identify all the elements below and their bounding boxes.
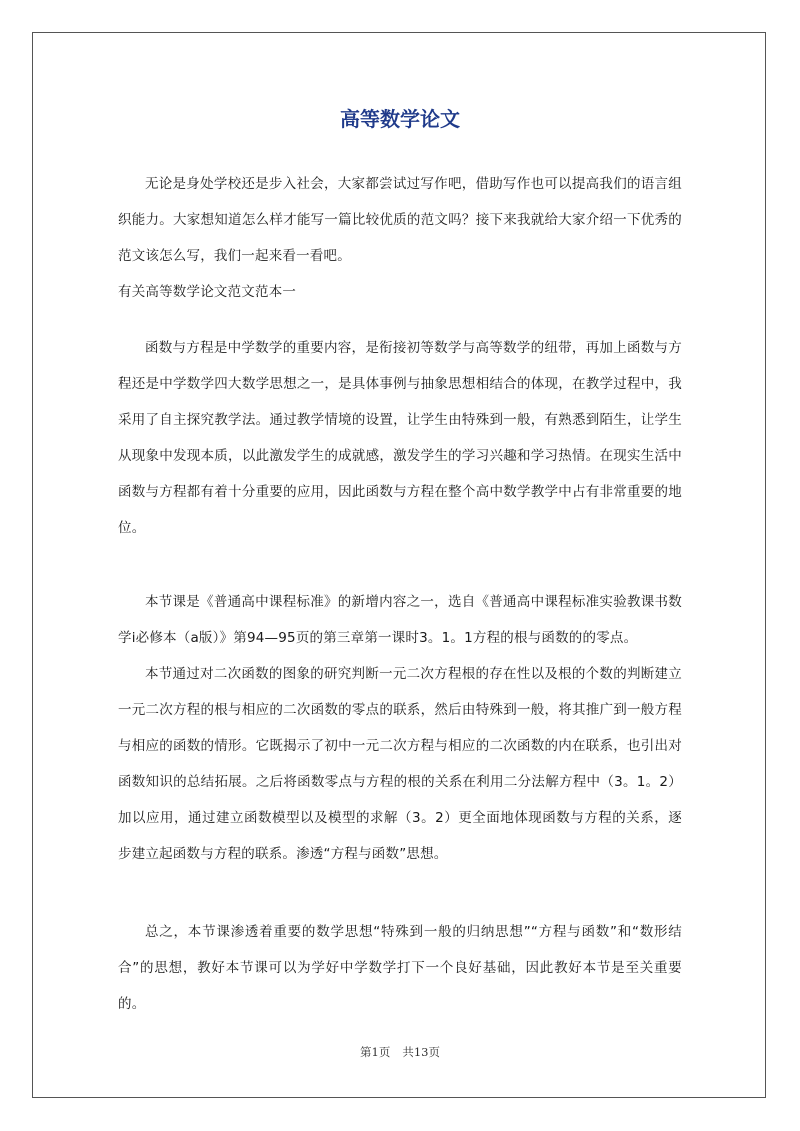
page-footer: [0, 1044, 800, 1060]
page-title: 高等数学论文: [340, 107, 460, 131]
page-number: 第1页: [360, 1045, 391, 1059]
intro-paragraph: 无论是身处学校还是步入社会，大家都尝试过写作吧，借助写作也可以提高我们的语言组织能力。大家想知道怎么样才能写一篇比较优质的范文吗？接下来我就给大家介绍一下优秀的范文该怎么写，我们一起来看一看吧。: [118, 176, 682, 264]
page-total: 共13页: [402, 1045, 440, 1059]
body-paragraph-2: 本节课是《普通高中课程标准》的新增内容之一，选自《普通高中课程标准实验教课书数学i必修本（a版）》第94—95页的第三章第一课时3。1。1方程的根与函数的的零点。: [118, 594, 682, 646]
body-paragraph-4: 总之，本节课渗透着重要的数学思想“特殊到一般的归纳思想”“方程与函数”和“数形结合”的思想，教好本节课可以为学好中学数学打下一个良好基础，因此教好本节是至关重要的。: [118, 924, 682, 1012]
section-heading: 有关高等数学论文范文范本一: [118, 284, 297, 300]
body-paragraph-3: 本节通过对二次函数的图象的研究判断一元二次方程根的存在性以及根的个数的判断建立一元二次方程的根与相应的二次函数的零点的联系，然后由特殊到一般，将其推广到一般方程与相应的函数的情形。它既揭示了初中一元二次方程与相应的二次函数的内在联系，也引出对函数知识的总结拓展。之后将函数零点与方程的根的关系在利用二分法解方程中（3。1。2）加以应用，通过建立函数模型以及模型的求解（3。2）更全面地体现函数与方程的关系，逐步建立起函数与方程的联系。渗透“方程与函数”思想。: [118, 666, 682, 862]
body-paragraph-1: 函数与方程是中学数学的重要内容，是衔接初等数学与高等数学的纽带，再加上函数与方程还是中学数学四大数学思想之一，是具体事例与抽象思想相结合的体现，在教学过程中，我采用了自主探究教学法。通过教学情境的设置，让学生由特殊到一般，有熟悉到陌生，让学生从现象中发现本质，以此激发学生的成就感，激发学生的学习兴趣和学习热情。在现实生活中函数与方程都有着十分重要的应用，因此函数与方程在整个高中数学教学中占有非常重要的地位。: [118, 340, 682, 536]
